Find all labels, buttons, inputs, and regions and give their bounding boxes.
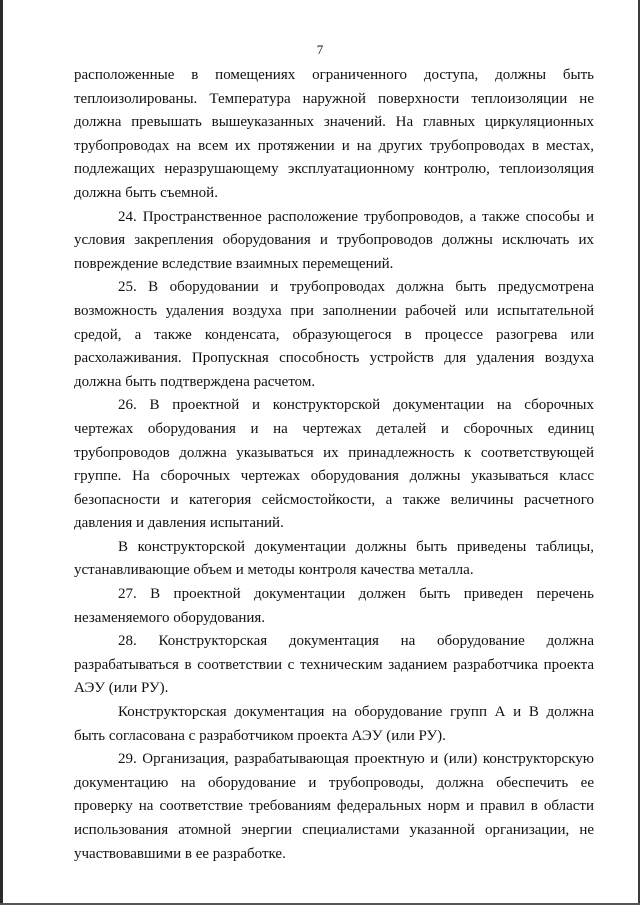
paragraph-item-29: 29. Организация, разрабатывающая проектную и (или) конструкторскую документацию на оборудование и трубопроводы, должна обеспечить ее проверку на соответствие требованиям федеральных норм и правил в области использования атомной энергии специалистами указанной организации, не участвовавшими в ее разработке.: [74, 751, 594, 862]
paragraph-continued: расположенные в помещениях ограниченного доступа, должны быть теплоизолированы. Температура наружной поверхности теплоизоляции не должна превышать вышеуказанных значений. На главных циркуляционных трубопроводах на всем их протяжении и на других трубопроводах в местах, подлежащих неразрушающему эксплуатационному контролю, теплоизоляция должна быть съемной.: [74, 67, 594, 201]
paragraph-item-27: 27. В проектной документации должен быть приведен перечень незаменяемого оборудования.: [74, 586, 594, 626]
paragraph-item-26-note: В конструкторской документации должны быть приведены таблицы, устанавливающие объем и методы контроля качества металла.: [74, 538, 594, 579]
paragraph-item-24: 24. Пространственное расположение трубопроводов, а также способы и условия закрепления оборудования и трубопроводов должны исключать их повреждение вследствие взаимных перемещений.: [74, 208, 594, 272]
paragraph-item-28: 28. Конструкторская документация на оборудование должна разрабатываться в соответствии с техническим заданием разработчика проекта АЭУ (или РУ).: [74, 633, 594, 697]
paragraph-item-28-note: Конструкторская документация на оборудование групп А и В должна быть согласована с разработчиком проекта АЭУ (или РУ).: [74, 704, 594, 744]
document-body: [74, 64, 594, 866]
page-number: 7: [316, 42, 324, 57]
paragraph-item-25: 25. В оборудовании и трубопроводах должна быть предусмотрена возможность удаления воздуха при заполнении рабочей или испытательной средой, а также конденсата, образующегося в процессе разогрева или расхолаживания. Пропускная способность устройств для удаления воздуха должна быть подтверждена расчетом.: [74, 279, 594, 390]
paragraph-item-26: 26. В проектной и конструкторской документации на сборочных чертежах оборудования и на чертежах деталей и сборочных единиц трубопроводов должна указываться их принадлежность к соответствующей группе. На сборочных чертежах оборудования должны указываться класс безопасности и категория сейсмостойкости, а также величины расчетного давления и давления испытаний.: [74, 397, 594, 532]
scan-edge-left: [0, 0, 3, 905]
